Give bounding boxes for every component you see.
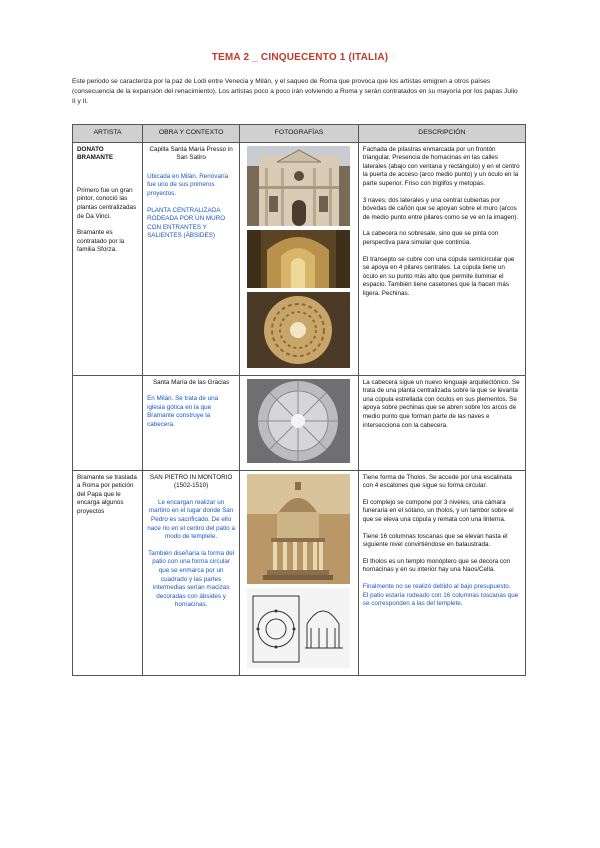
header-obra: OBRA Y CONTEXTO [143, 125, 240, 143]
page-title: TEMA 2 _ CINQUECENTO 1 (ITALIA) [211, 52, 389, 63]
description-text: El tholos es un templo monóptero que se decora con hornacinas y en su interior hay una Naos/Cella. [362, 557, 511, 574]
work-cell [143, 375, 240, 470]
work-text: PLANTA CENTRALIZADA RODEADA POR UN MURO CON ENTRANTES Y SALIENTES (ÁBSIDES) [147, 206, 226, 240]
description-text: El transepto se cubre con una cúpula semicircular que se apoya en 4 pilares centrales. La cúpula tiene un óculo en su punto más alto que permite iluminar el espacio. También tiene casetones que la hacen más ligera. Pechinas. [362, 255, 515, 297]
artist-cell [73, 142, 143, 375]
artist-cell [73, 375, 143, 470]
description-text: Tiene 16 columnas toscanas que se elevan hasta el siguiente nivel convirtiéndose en balaustrada. [362, 532, 508, 549]
header-fotos: FOTOGRAFÍAS [240, 125, 359, 143]
description-cell [358, 470, 525, 675]
description-cell [358, 142, 525, 375]
artist-text: Bramante se traslada a Roma por petición del Papa que le encarga algunos proyectos [77, 473, 137, 515]
table-row [73, 470, 526, 675]
cupola-photo [247, 379, 350, 463]
table-row [73, 142, 526, 375]
description-text: 3 naves; dos laterales y una central cubiertas por bóvedas de cañón que se apoyan sobre el muro (arcos de medio punto entre pilares como se ve en la imagen). [362, 196, 519, 221]
description-text: Tiene forma de Tholos. Se accede por una escalinata con 4 escalones que sigue su forma circular. [362, 473, 512, 490]
artist-cell [73, 470, 143, 675]
dome-photo [247, 292, 350, 368]
table-row [73, 375, 526, 470]
work-cell [143, 470, 240, 675]
tempietto-photo [247, 474, 350, 584]
intro-paragraph: Este periodo se caracteriza por la paz de Lodi entre Venecia y Milán, y el saqueo de Roma que provoca que los artistas emigren a otros países (consecuencia de la expansión del renacimiento). Los artistas poco a poco irán volviendo a Roma y serán contratados en su mayoría por los papas Julio II y II. [72, 78, 518, 105]
artist-text: Primero fue un gran pintor, conoció las plantas centralizadas de Da Vinci. [77, 186, 137, 220]
description-text: La cabecera no sobresale, sino que se pinta con perspectiva para simular que continúa. [362, 230, 499, 246]
description-text: Fachada de pilastras enmarcada por un frontón triangular. Presencia de hornacinas en las calles laterales (abajo con ventana y rectángulo) y en el centro la puerta de acceso (arco medio punto) y un óculo en la parte superior. Friso con triglifos y metopas. [362, 145, 520, 187]
artist-name: DONATO BRAMANTE [77, 145, 114, 162]
photo-cell [240, 470, 359, 675]
header-artista: ARTISTA [73, 125, 143, 143]
work-text: Ubicada en Milán. Renovaría fue uno de sus primeros proyectos. [147, 172, 229, 197]
work-text: Le encargan realizar un martirio en el lugar donde San Pedro es sacrificado. De ello nace rio en el centro del patio a modo de templete. [147, 498, 236, 541]
description-text: La cabecera sigue un nuevo lenguaje arquitectónico. Se trata de una planta centralizada sobre la que se levanta una cúpula estrellada con óculos en sus plementos. Se apoya sobre pechinas que se abren sobre los arcos de medio punto que forman parte de las naves e intersecciona con la cabecera. [362, 378, 520, 429]
description-text: Finalmente no se realizó debido al bajo presupuesto. [362, 582, 511, 590]
content-table [72, 124, 526, 676]
photo-cell [240, 142, 359, 375]
table-header-row [73, 125, 526, 143]
work-dates: (1502-1510) [173, 482, 209, 490]
tempietto-plan-photo [247, 588, 350, 668]
photo-cell [240, 375, 359, 470]
artist-text: Bramante es contratado por la familia Sforza. [77, 229, 125, 254]
facade-photo [247, 146, 350, 226]
work-title: Capilla Santa María Presso in San Satiro [149, 145, 233, 162]
header-descripcion: DESCRIPCIÓN [358, 125, 525, 143]
work-cell [143, 142, 240, 375]
description-text: El patio estaría rodeado con 16 columnas toscanas que se corresponden a las del templete. [362, 591, 519, 608]
description-cell [358, 375, 525, 470]
description-text: El complejo se compone por 3 niveles, una cámara funeraria en el sótano, un tholos, y un tambor sobre el que se eleva una cúpula y remata con una linterna. [362, 498, 514, 523]
work-title: Santa María de las Gracias [152, 378, 230, 386]
work-text: También diseñaría la forma del patio con una forma circular que se enmarca por un cuadrado y las partes intermedias serían macizas decoradas con ábsides y hornacinas. [148, 549, 235, 609]
work-text: En Milán. Se trata de una iglesia gótica en la que Bramante construye la cabecera. [147, 395, 219, 428]
nave-photo [247, 230, 350, 288]
work-title: SAN PIETRO IN MONTORIO [149, 473, 233, 481]
